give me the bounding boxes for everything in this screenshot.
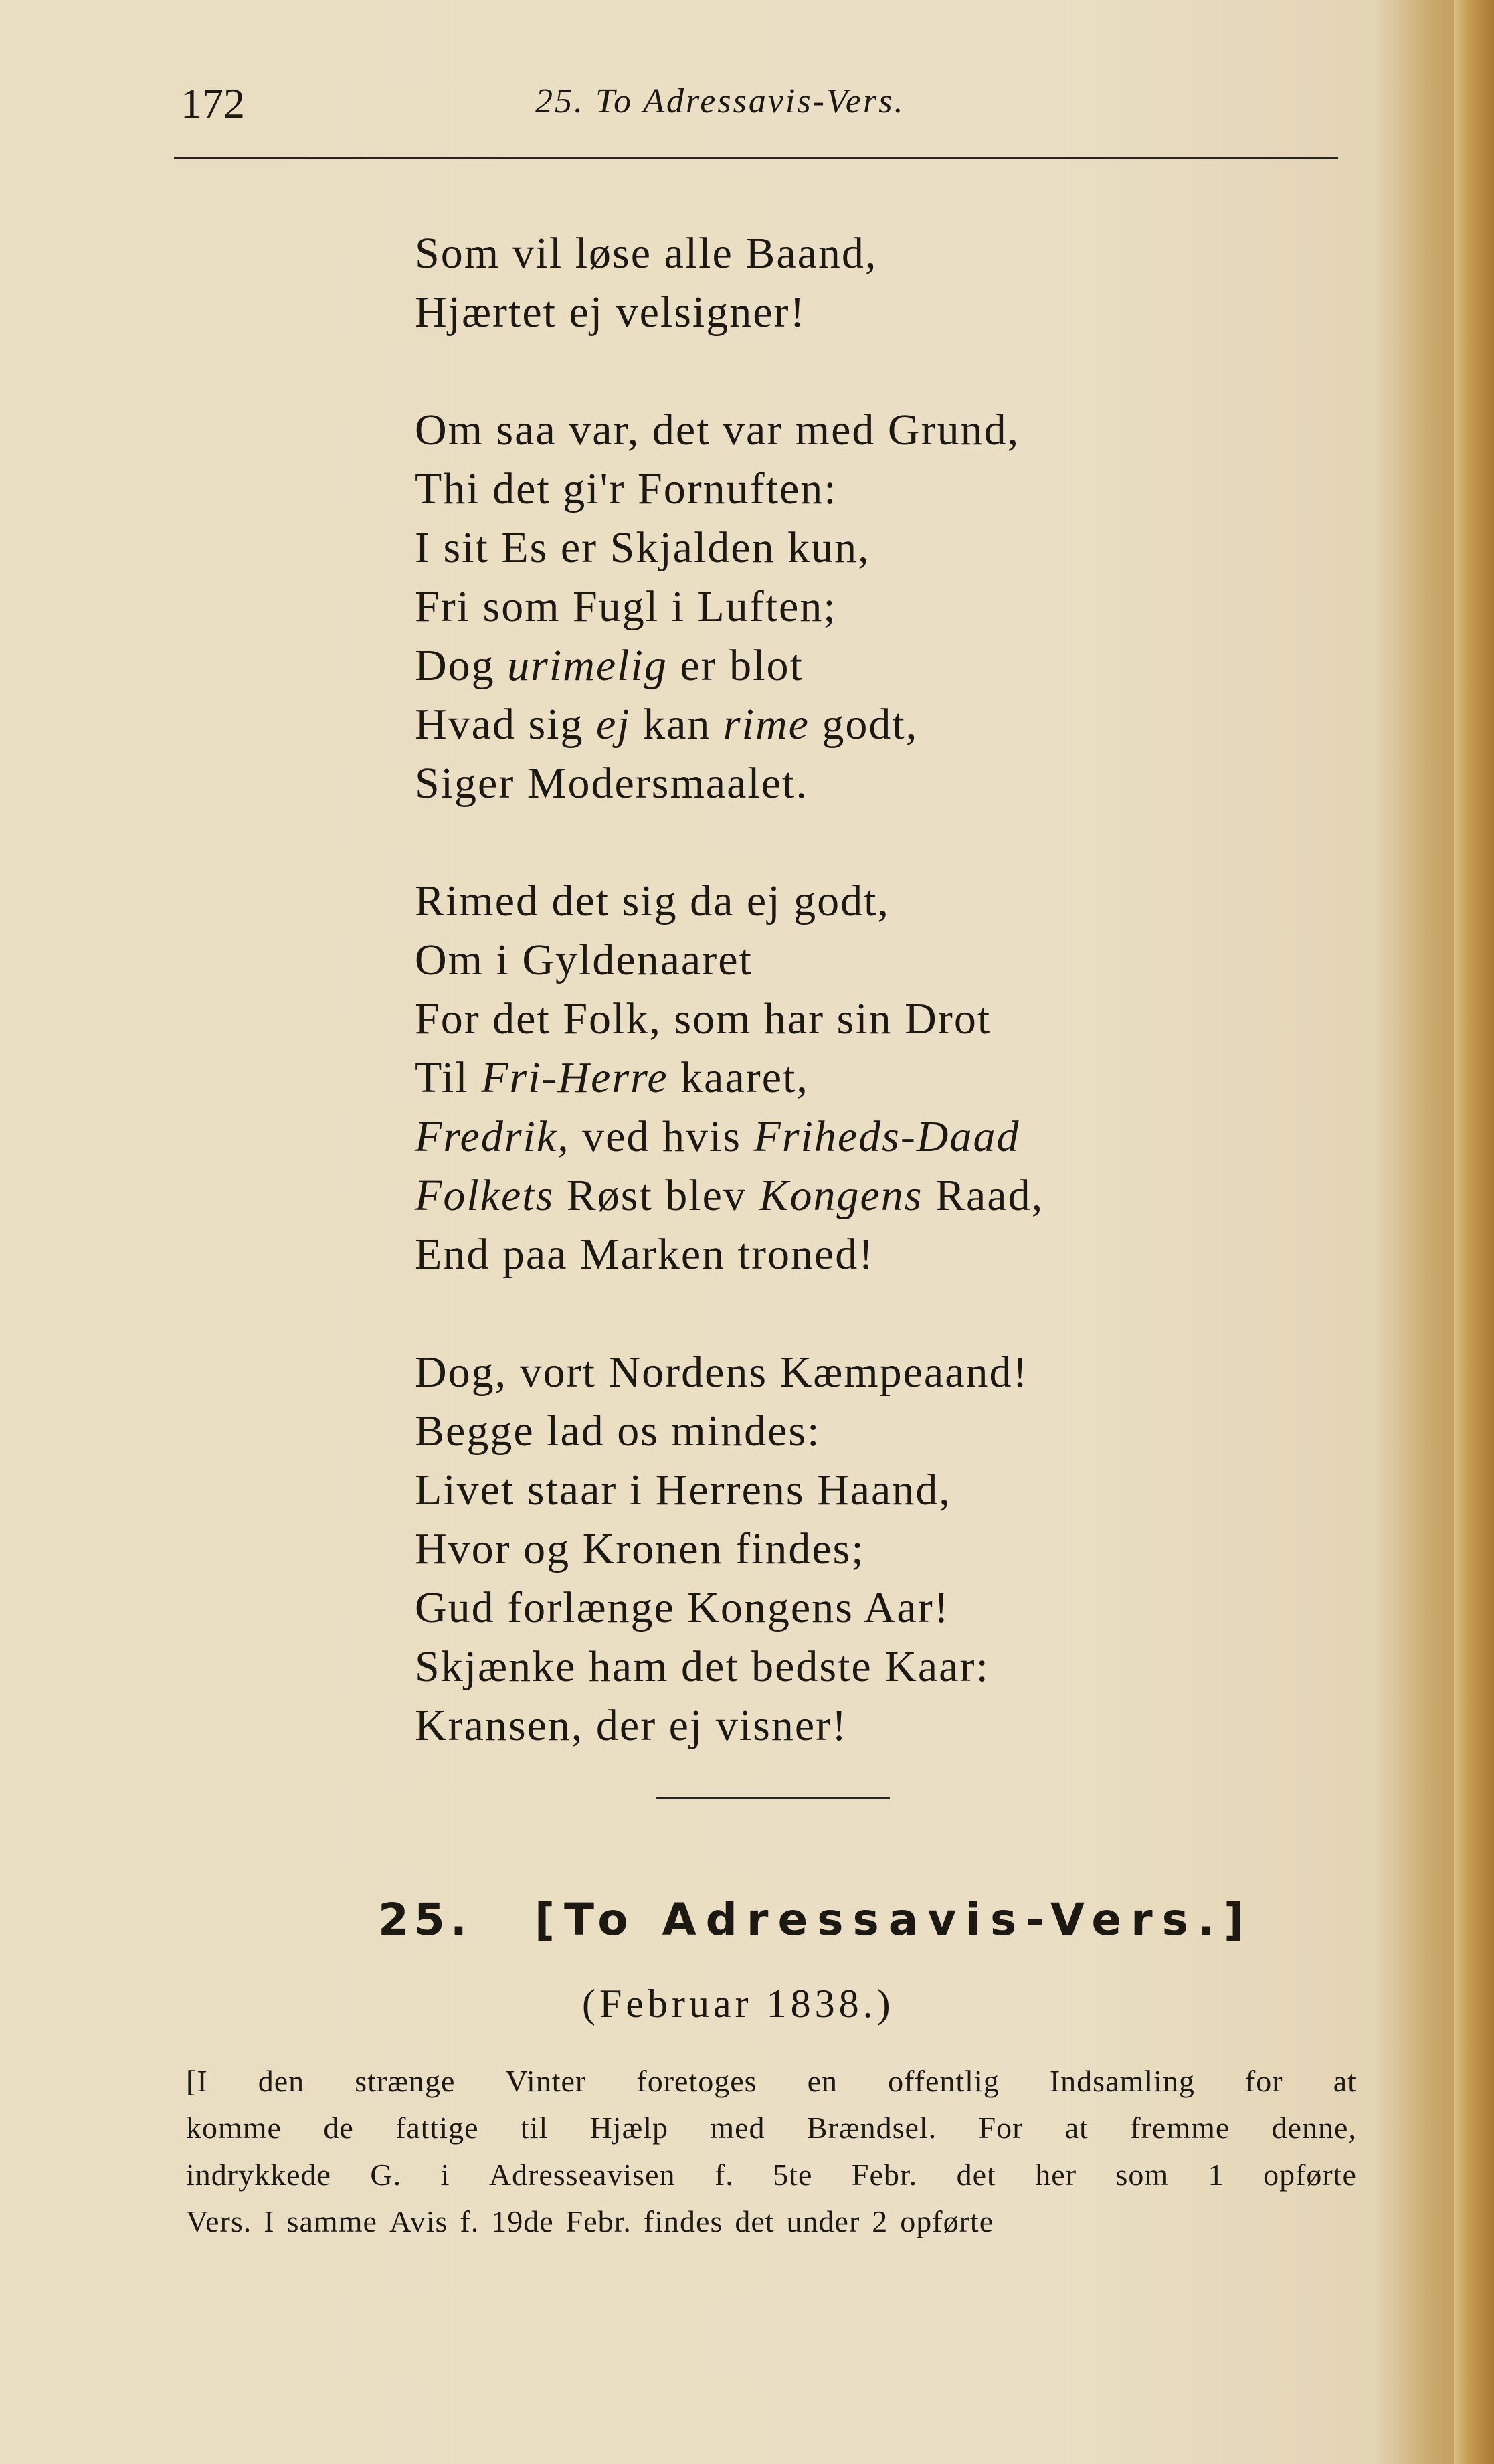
note-word: Brændsel. <box>806 2111 937 2145</box>
text-run: Raad, <box>923 1171 1044 1220</box>
note-word: [I <box>186 2064 208 2098</box>
note-word: 5te <box>773 2158 813 2192</box>
note-word: Febr. <box>851 2158 918 2192</box>
note-word: opførte <box>1263 2158 1357 2192</box>
note-word: 19de <box>491 2204 554 2238</box>
note-word: i <box>440 2158 450 2192</box>
stanza-1 <box>415 224 1044 342</box>
note-word: foretoges <box>636 2064 757 2098</box>
poem-line: Kransen, der ej visner! <box>415 1701 848 1750</box>
italic-run: Fredrik, <box>415 1112 570 1161</box>
note-word: strænge <box>355 2064 456 2098</box>
note-word: Hjælp <box>589 2111 669 2145</box>
note-word: Avis <box>389 2204 448 2238</box>
italic-run: Kongens <box>759 1171 923 1220</box>
note-word: med <box>710 2111 765 2145</box>
note-word: Vinter <box>505 2064 587 2098</box>
italic-run: ej <box>595 700 631 749</box>
poem-line: Rimed det sig da ej godt, <box>415 877 890 926</box>
poem-line: Fri som Fugl i Luften; <box>415 582 837 631</box>
note-word: det <box>956 2158 996 2192</box>
poem-body <box>415 224 1044 1814</box>
note-word: som <box>1115 2158 1170 2192</box>
poem-line: Livet staar i Herrens Haand, <box>415 1466 951 1514</box>
note-line <box>186 2151 1357 2198</box>
header-rule <box>174 157 1338 159</box>
poem-line: Om saa var, det var med Grund, <box>415 406 1020 454</box>
note-word: offentlig <box>888 2064 1000 2098</box>
note-word: de <box>323 2111 354 2145</box>
note-line <box>186 2058 1357 2105</box>
note-word: f. <box>714 2158 734 2192</box>
note-word: I <box>264 2204 275 2238</box>
note-word: f. <box>460 2204 480 2238</box>
note-word: under <box>786 2204 860 2238</box>
note-word: at <box>1333 2064 1357 2098</box>
note-word: Vers. <box>186 2204 252 2238</box>
note-word: den <box>258 2064 305 2098</box>
note-word: denne, <box>1271 2111 1357 2145</box>
note-word: Indsamling <box>1049 2064 1195 2098</box>
page-number: 172 <box>181 80 245 127</box>
poem-line <box>415 636 1044 695</box>
text-run: kaaret, <box>668 1053 809 1102</box>
italic-run: Friheds-Daad <box>753 1112 1020 1161</box>
poem-line: Skjænke ham det bedste Kaar: <box>415 1642 990 1691</box>
poem-line: Som vil løse alle Baand, <box>415 229 878 278</box>
italic-run: Fri-Herre <box>481 1053 668 1102</box>
note-word: at <box>1064 2111 1089 2145</box>
note-word: til <box>520 2111 549 2145</box>
stanza-3 <box>415 872 1044 1284</box>
poem-line <box>415 1049 1044 1108</box>
text-run: Dog <box>415 641 508 690</box>
poem-line: Dog, vort Nordens Kæmpeaand! <box>415 1348 1029 1397</box>
note-word: fremme <box>1130 2111 1230 2145</box>
italic-run: Folkets <box>415 1171 555 1220</box>
section-divider <box>656 1797 890 1799</box>
note-word: her <box>1035 2158 1077 2192</box>
text-run: godt, <box>809 700 919 749</box>
note-word: 1 <box>1208 2158 1224 2192</box>
poem-line: Siger Modersmaalet. <box>415 759 808 808</box>
note-word: findes <box>643 2204 723 2238</box>
note-word: Adresseavisen <box>488 2158 676 2192</box>
poem-line <box>415 1166 1044 1225</box>
text-run: er blot <box>667 641 804 690</box>
book-spine-edge <box>1454 0 1494 2464</box>
note-word: komme <box>186 2111 282 2145</box>
note-line <box>186 2198 1357 2245</box>
poem-line: Begge lad os mindes: <box>415 1407 821 1456</box>
section-number: 25. <box>378 1894 472 1945</box>
note-word: Febr. <box>565 2204 632 2238</box>
note-word: fattige <box>395 2111 479 2145</box>
section-date: (Februar 1838.) <box>582 1982 895 2026</box>
poem-line: I sit Es er Skjalden kun, <box>415 523 870 572</box>
poem-line: Om i Gyldenaaret <box>415 936 753 984</box>
poem-line <box>415 695 1044 754</box>
note-word: G. <box>370 2158 402 2192</box>
section-title: [To Adressavis-Vers.] <box>534 1894 1254 1945</box>
note-word: indrykkede <box>186 2158 331 2192</box>
text-run: ved hvis <box>569 1112 754 1161</box>
running-head: 25. To Adressavis-Vers. <box>535 82 905 120</box>
poem-line: Thi det gi'r Fornuften: <box>415 464 838 513</box>
poem-line: Hvor og Kronen findes; <box>415 1524 865 1573</box>
note-word: For <box>978 2111 1024 2145</box>
poem-line: For det Folk, som har sin Drot <box>415 994 992 1043</box>
text-run: Til <box>415 1053 482 1102</box>
poem-line: End paa Marken troned! <box>415 1230 875 1279</box>
text-run: Hvad sig <box>415 700 596 749</box>
italic-run: rime <box>723 700 810 749</box>
note-word: det <box>735 2204 775 2238</box>
text-run: kan <box>630 700 723 749</box>
note-word: 2 <box>872 2204 889 2238</box>
poem-line <box>415 1108 1044 1166</box>
poem-line: Gud forlænge Kongens Aar! <box>415 1583 950 1632</box>
poem-line: Hjærtet ej velsigner! <box>415 288 806 337</box>
stanza-4 <box>415 1343 1044 1755</box>
section-heading <box>378 1894 1253 1945</box>
text-run: Røst blev <box>554 1171 759 1220</box>
note-word: en <box>807 2064 838 2098</box>
note-word: opførte <box>900 2204 994 2238</box>
editorial-note <box>186 2058 1357 2245</box>
note-word: samme <box>286 2204 377 2238</box>
note-line <box>186 2105 1357 2151</box>
stanza-2 <box>415 401 1044 813</box>
note-word: for <box>1244 2064 1283 2098</box>
italic-run: urimelig <box>507 641 668 690</box>
